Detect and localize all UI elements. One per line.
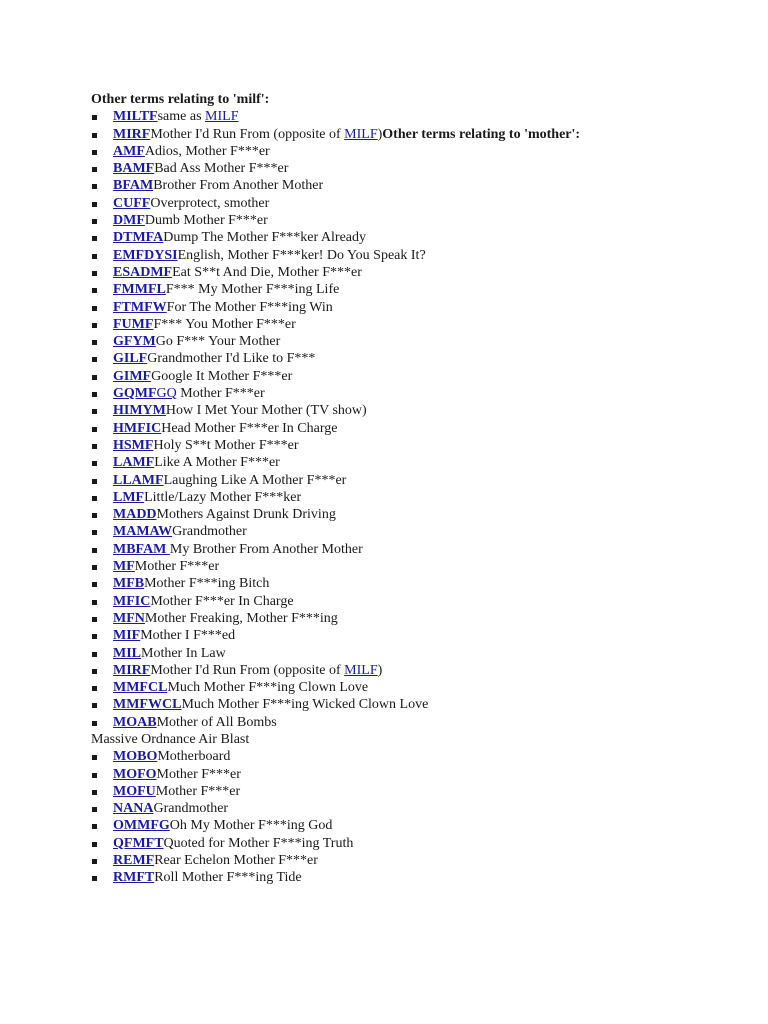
- bullet-icon: [92, 859, 97, 864]
- bullet-icon: [92, 755, 97, 760]
- list-item: [91, 420, 731, 437]
- term-definition: Dumb Mother F***er: [144, 213, 268, 229]
- bullet-icon: [92, 323, 97, 328]
- term-definition: Holy S**t Mother F***er: [153, 437, 299, 453]
- terms-list: [91, 108, 731, 731]
- term-definition: Go F*** Your Mother: [155, 334, 281, 350]
- bullet-icon: [92, 288, 97, 293]
- term-link[interactable]: MIL: [113, 645, 141, 661]
- definition-link[interactable]: MILF: [344, 662, 378, 678]
- term-link[interactable]: OMMFG: [113, 818, 170, 834]
- term-definition: Mother F***ing Bitch: [144, 576, 270, 592]
- list-item: [91, 454, 731, 471]
- bullet-icon: [92, 375, 97, 380]
- term-definition: F*** You Mother F***er: [153, 316, 296, 332]
- bullet-icon: [92, 773, 97, 778]
- document-body: [91, 91, 731, 887]
- term-link[interactable]: FTMFW: [113, 299, 167, 315]
- term-link[interactable]: MIF: [113, 628, 141, 644]
- bullet-icon: [92, 271, 97, 276]
- term-definition: Mother I'd Run From (opposite of: [150, 662, 345, 678]
- term-definition: Mothers Against Drunk Driving: [156, 507, 336, 523]
- term-link[interactable]: HMFIC: [113, 420, 162, 436]
- list-item: [91, 627, 731, 644]
- bullet-icon: [92, 790, 97, 795]
- bullet-icon: [92, 133, 97, 138]
- bullet-icon: [92, 461, 97, 466]
- list-item: [91, 126, 731, 143]
- term-link[interactable]: MIRF: [113, 126, 151, 142]
- term-link[interactable]: MBFAM: [113, 541, 170, 557]
- bullet-icon: [92, 600, 97, 605]
- bullet-icon: [92, 652, 97, 657]
- list-item: [91, 783, 731, 800]
- list-item: [91, 696, 731, 713]
- bullet-icon: [92, 306, 97, 311]
- list-item: [91, 299, 731, 316]
- term-definition: Grandmother I'd Like to F***: [147, 351, 316, 367]
- list-item: [91, 281, 731, 298]
- terms-list-continued: [91, 748, 731, 886]
- term-link[interactable]: REMF: [113, 853, 155, 869]
- term-definition: Head Mother F***er In Charge: [161, 420, 338, 436]
- term-definition: Much Mother F***ing Wicked Clown Love: [181, 697, 429, 713]
- term-link[interactable]: DTMFA: [113, 230, 164, 246]
- term-definition: Grandmother: [172, 524, 247, 540]
- list-item: [91, 679, 731, 696]
- list-item: [91, 350, 731, 367]
- bullet-icon: [92, 496, 97, 501]
- bullet-icon: [92, 513, 97, 518]
- bullet-icon: [92, 392, 97, 397]
- list-item: [91, 662, 731, 679]
- term-link[interactable]: HIMYM: [113, 403, 166, 419]
- term-link[interactable]: MMFWCL: [113, 697, 182, 713]
- list-item: [91, 541, 731, 558]
- bullet-icon: [92, 565, 97, 570]
- bullet-icon: [92, 444, 97, 449]
- bullet-icon: [92, 842, 97, 847]
- bullet-icon: [92, 807, 97, 812]
- term-definition: Mother F***er: [155, 783, 241, 799]
- term-link[interactable]: MOFU: [113, 783, 156, 799]
- term-definition: Grandmother: [153, 801, 229, 817]
- term-link[interactable]: BFAM: [113, 178, 154, 194]
- definition-link[interactable]: GQ: [156, 386, 177, 402]
- term-definition: Mother F***er: [156, 766, 241, 782]
- bullet-icon: [92, 115, 97, 120]
- bullet-icon: [92, 254, 97, 259]
- term-link[interactable]: MFB: [113, 576, 145, 592]
- term-link[interactable]: ESADMF: [113, 264, 173, 280]
- term-definition: How I Met Your Mother (TV show): [165, 403, 367, 419]
- term-link[interactable]: MMFCL: [113, 680, 168, 696]
- term-definition: Roll Mother F***ing Tide: [154, 870, 302, 886]
- definition-link[interactable]: MILF: [205, 109, 239, 125]
- bullet-icon: [92, 703, 97, 708]
- term-link[interactable]: EMFDYSI: [113, 247, 178, 263]
- inline-heading: Other terms relating to 'mother':: [382, 126, 581, 142]
- definition-suffix: ): [377, 662, 383, 678]
- list-item: [91, 800, 731, 817]
- term-link[interactable]: DMF: [113, 213, 145, 229]
- term-link[interactable]: QFMFT: [113, 835, 164, 851]
- list-item: [91, 645, 731, 662]
- bullet-icon: [92, 357, 97, 362]
- list-item: [91, 558, 731, 575]
- term-definition: Mother In Law: [141, 645, 226, 661]
- list-item: [91, 316, 731, 333]
- term-definition: Mother F***er In Charge: [150, 593, 294, 609]
- term-definition: Dump The Mother F***ker Already: [163, 230, 367, 246]
- bullet-icon: [92, 617, 97, 622]
- term-link[interactable]: MF: [113, 559, 135, 575]
- term-definition: Bad Ass Mother F***er: [154, 161, 289, 177]
- bullet-icon: [92, 634, 97, 639]
- term-definition: Motherboard: [157, 749, 231, 765]
- list-item: [91, 593, 731, 610]
- list-item: [91, 748, 731, 765]
- term-link[interactable]: MILTF: [113, 109, 158, 125]
- bullet-icon: [92, 686, 97, 691]
- list-item: [91, 195, 731, 212]
- term-link[interactable]: GILF: [113, 351, 148, 367]
- term-definition: Rear Echelon Mother F***er: [154, 853, 318, 869]
- list-item: [91, 160, 731, 177]
- list-item: [91, 714, 731, 731]
- term-definition: same as: [157, 109, 206, 125]
- list-item: [91, 489, 731, 506]
- list-item: [91, 817, 731, 834]
- term-definition: F*** My Mother F***ing Life: [165, 282, 340, 298]
- bullet-icon: [92, 340, 97, 345]
- list-item: [91, 610, 731, 627]
- definition-suffix: Mother F***er: [176, 386, 265, 402]
- term-link[interactable]: LLAMF: [113, 472, 164, 488]
- list-item: [91, 229, 731, 246]
- definition-link[interactable]: MILF: [344, 126, 378, 142]
- list-item: [91, 247, 731, 264]
- list-item: [91, 869, 731, 886]
- term-link[interactable]: MAMAW: [113, 524, 173, 540]
- section-heading: Other terms relating to 'milf':: [91, 92, 270, 107]
- term-link[interactable]: BAMF: [113, 161, 155, 177]
- list-item: [91, 523, 731, 540]
- list-item: [91, 212, 731, 229]
- list-item: [91, 333, 731, 350]
- term-link[interactable]: FUMF: [113, 316, 154, 332]
- list-item: [91, 835, 731, 852]
- term-definition: My Brother From Another Mother: [169, 541, 363, 557]
- bullet-icon: [92, 150, 97, 155]
- bullet-icon: [92, 824, 97, 829]
- term-definition: Eat S**t And Die, Mother F***er: [172, 264, 362, 280]
- list-item: [91, 575, 731, 592]
- list-item: [91, 143, 731, 160]
- term-definition: English, Mother F***ker! Do You Speak It?: [177, 247, 426, 263]
- term-link[interactable]: FMMFL: [113, 282, 166, 298]
- term-link[interactable]: GFYM: [113, 334, 156, 350]
- bullet-icon: [92, 236, 97, 241]
- term-definition: Mother I'd Run From (opposite of: [150, 126, 345, 142]
- list-item: [91, 108, 731, 125]
- list-item: [91, 402, 731, 419]
- term-definition: Oh My Mother F***ing God: [169, 818, 333, 834]
- list-item: [91, 472, 731, 489]
- bullet-icon: [92, 582, 97, 587]
- list-item: [91, 264, 731, 281]
- term-definition: Like A Mother F***er: [154, 455, 280, 471]
- term-definition: Mother I F***ed: [140, 628, 236, 644]
- term-definition: Mother F***er: [134, 559, 220, 575]
- term-link[interactable]: MFN: [113, 610, 145, 626]
- bullet-icon: [92, 167, 97, 172]
- list-item: [91, 177, 731, 194]
- term-link[interactable]: GIMF: [113, 368, 152, 384]
- bullet-icon: [92, 548, 97, 553]
- bullet-icon: [92, 876, 97, 881]
- term-definition: Much Mother F***ing Clown Love: [167, 680, 369, 696]
- term-definition: Laughing Like A Mother F***er: [163, 472, 347, 488]
- term-link[interactable]: MOFO: [113, 766, 157, 782]
- bullet-icon: [92, 202, 97, 207]
- term-link[interactable]: HSMF: [113, 437, 154, 453]
- term-link[interactable]: MOAB: [113, 714, 157, 730]
- term-link[interactable]: MADD: [113, 507, 157, 523]
- bullet-icon: [92, 721, 97, 726]
- bullet-icon: [92, 409, 97, 414]
- bullet-icon: [92, 184, 97, 189]
- term-link[interactable]: MFIC: [113, 593, 151, 609]
- continuation-text: Massive Ordnance Air Blast: [91, 731, 250, 747]
- term-definition: Little/Lazy Mother F***ker: [144, 489, 302, 505]
- term-link[interactable]: GQMF: [113, 386, 157, 402]
- bullet-icon: [92, 427, 97, 432]
- term-definition: Adios, Mother F***er: [144, 143, 270, 159]
- bullet-icon: [92, 669, 97, 674]
- bullet-icon: [92, 530, 97, 535]
- list-item: [91, 506, 731, 523]
- term-link[interactable]: RMFT: [113, 870, 155, 886]
- term-link[interactable]: CUFF: [113, 195, 151, 211]
- term-definition: For The Mother F***ing Win: [166, 299, 333, 315]
- term-link[interactable]: LMF: [113, 489, 145, 505]
- term-definition: Mother of All Bombs: [156, 714, 277, 730]
- bullet-icon: [92, 479, 97, 484]
- term-definition: Mother Freaking, Mother F***ing: [144, 610, 338, 626]
- term-link[interactable]: NANA: [113, 801, 154, 817]
- term-link[interactable]: AMF: [113, 143, 145, 159]
- list-item: [91, 766, 731, 783]
- term-definition: Overprotect, smother: [150, 195, 270, 211]
- term-link[interactable]: MOBO: [113, 749, 158, 765]
- list-item: [91, 368, 731, 385]
- term-definition: Brother From Another Mother: [153, 178, 324, 194]
- list-item: [91, 437, 731, 454]
- term-definition: Google It Mother F***er: [151, 368, 293, 384]
- term-link[interactable]: LAMF: [113, 455, 155, 471]
- term-link[interactable]: MIRF: [113, 662, 151, 678]
- bullet-icon: [92, 219, 97, 224]
- list-item: [91, 852, 731, 869]
- term-definition: Quoted for Mother F***ing Truth: [163, 835, 354, 851]
- list-item: [91, 385, 731, 402]
- definition-suffix: ): [377, 126, 383, 142]
